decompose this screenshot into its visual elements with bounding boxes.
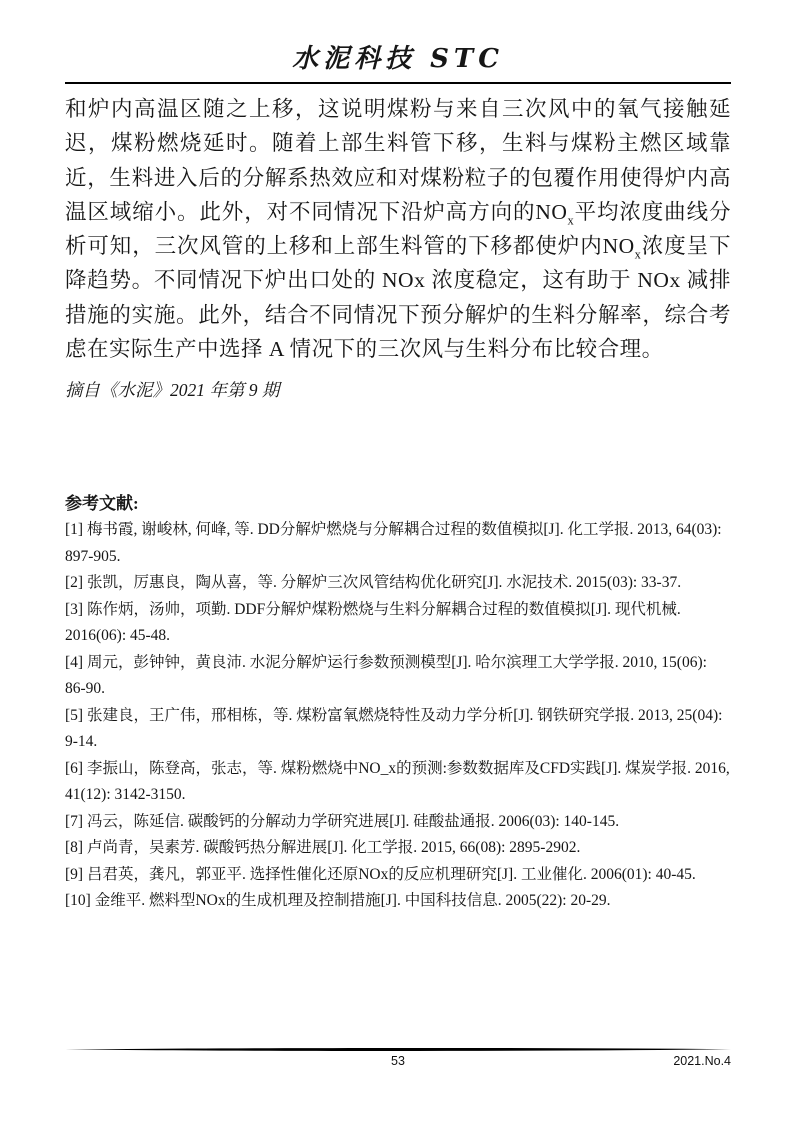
reference-item: [4] 周元，彭钟钟，黄良沛. 水泥分解炉运行参数预测模型[J]. 哈尔滨理工大学学报. 2010, 15(06): 86-90. [65,653,707,697]
source-note: 摘自《水泥》2021 年第 9 期 [65,380,280,400]
subscript-text: x [634,247,642,262]
reference-item: [2] 张凯，厉惠良，陶从喜，等. 分解炉三次风管结构优化研究[J]. 水泥技术. 2015(03): 33-37. [65,574,682,591]
subscript-text: x [567,213,575,228]
page-footer [65,1046,731,1072]
footer-rule [65,1046,731,1053]
article-paragraph [65,92,731,366]
page-number: 53 [391,1054,405,1068]
header-rule [65,82,731,84]
references-list [65,517,731,915]
reference-item: [3] 陈作炳，汤帅，项勤. DDF分解炉煤粉燃烧与生料分解耦合过程的数值模拟[J]. 现代机械. 2016(06): 45-48. [65,600,681,644]
reference-item: [8] 卢尚青，吴素芳. 碳酸钙热分解进展[J]. 化工学报. 2015, 66(08): 2895-2902. [65,839,581,856]
reference-item: [10] 金维平. 燃料型NOx的生成机理及控制措施[J]. 中国科技信息. 2005(22): 20-29. [65,892,611,909]
issue-label: 2021.No.4 [673,1054,731,1068]
paragraph-text: 和炉内高温区随之上移，这说明煤粉与来自三次风中的氧气接触延迟，煤粉燃烧延时。随着上部生料管下移，生料与煤粉主燃区域靠近，生料进入后的分解系热效应和对煤粉粒子的包覆作用使得炉内高温区域缩小。此外，对不同情况下沿炉高方向的NO [65,97,731,224]
journal-title: 水泥科技 STC [292,44,504,74]
reference-item: [5] 张建良，王广伟，邢相栋，等. 煤粉富氧燃烧特性及动力学分析[J]. 钢铁研究学报. 2013, 25(04): 9-14. [65,706,723,750]
reference-item: [7] 冯云，陈延信. 碳酸钙的分解动力学研究进展[J]. 硅酸盐通报. 2006(03): 140-145. [65,812,620,830]
reference-item: [6] 李振山，陈登高，张志，等. 煤粉燃烧中NO_x的预测:参数数据库及CFD实践[J]. 煤炭学报. 2016, 41(12): 3142-3150. [65,759,730,803]
references-heading: 参考文献: [65,494,139,513]
reference-item: [1] 梅书霞, 谢峻林, 何峰, 等. DD分解炉燃烧与分解耦合过程的数值模拟[J]. 化工学报. 2013, 64(03): 897-905. [65,521,722,565]
reference-item: [9] 吕君英，龚凡，郭亚平. 选择性催化还原NOx的反应机理研究[J]. 工业催化. 2006(01): 40-45. [65,865,696,883]
paragraph-text: 平均浓度曲线分析可知，三次风管的上移和上部生料管的下移都使炉内NO [65,199,731,259]
paragraph-text: 浓度呈下降趋势。不同情况下炉出口处的 NOx 浓度稳定，这有助于 NOx 减排措施的实施。此外，结合不同情况下预分解炉的生料分解率，综合考虑在实际生产中选择 A 情况下的三次风与生料分布比较合理。 [65,234,731,362]
